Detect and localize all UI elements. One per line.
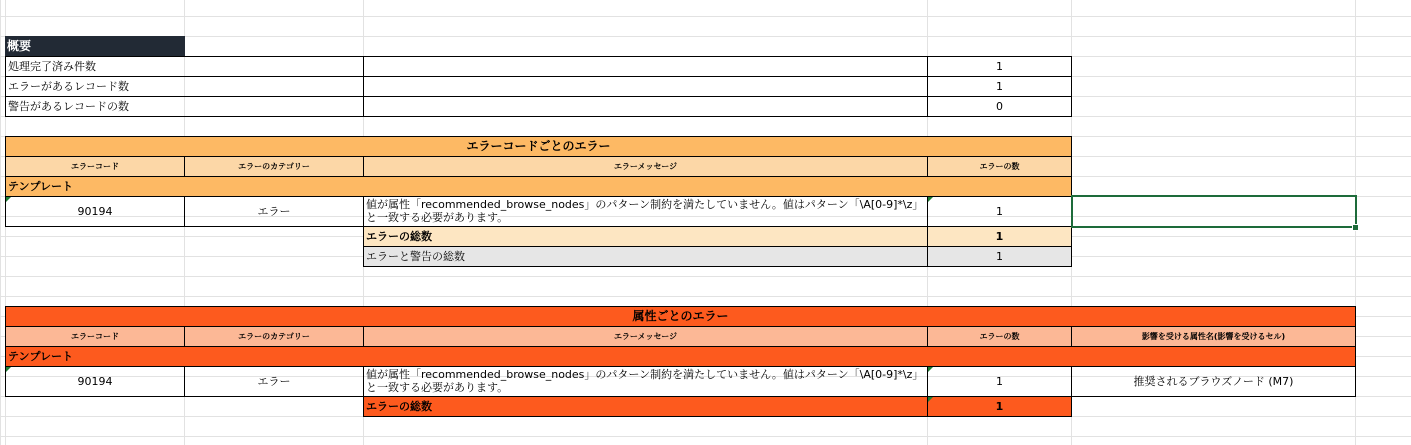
section2-row-code[interactable]: 90194 bbox=[5, 366, 185, 397]
summary-empty-cell[interactable] bbox=[363, 76, 928, 97]
section2-total-label[interactable]: エラーの総数 bbox=[363, 396, 928, 417]
section1-header-message[interactable]: エラーメッセージ bbox=[363, 156, 928, 177]
section2-title[interactable]: 属性ごとのエラー bbox=[5, 306, 1356, 327]
section1-row-code[interactable]: 90194 bbox=[5, 196, 185, 227]
section1-grand-label[interactable]: エラーと警告の総数 bbox=[363, 246, 928, 267]
section2-row-category[interactable]: エラー bbox=[184, 366, 364, 397]
section2-group-template[interactable]: テンプレート bbox=[5, 346, 1356, 367]
summary-value-warnings[interactable]: 0 bbox=[927, 96, 1072, 117]
summary-value-errors[interactable]: 1 bbox=[927, 76, 1072, 97]
section1-row-message[interactable]: 値が属性「recommended_browse_nodes」のパターン制約を満たしていません。値はパターン「\A[0-9]*\z」と一致する必要があります。 bbox=[363, 196, 928, 227]
section2-header-message[interactable]: エラーメッセージ bbox=[363, 326, 928, 347]
section1-header-category[interactable]: エラーのカテゴリー bbox=[184, 156, 364, 177]
section2-header-count[interactable]: エラーの数 bbox=[927, 326, 1072, 347]
section1-total-label[interactable]: エラーの総数 bbox=[363, 226, 928, 247]
selected-cell-outline[interactable] bbox=[1071, 195, 1357, 228]
summary-label-errors[interactable]: エラーがあるレコード数 bbox=[5, 76, 364, 97]
section1-group-template[interactable]: テンプレート bbox=[5, 176, 1072, 197]
section2-row-count[interactable]: 1 bbox=[927, 366, 1072, 397]
fill-handle[interactable] bbox=[1352, 224, 1359, 231]
section2-header-category[interactable]: エラーのカテゴリー bbox=[184, 326, 364, 347]
section1-title[interactable]: エラーコードごとのエラー bbox=[5, 136, 1072, 157]
summary-label-warnings[interactable]: 警告があるレコードの数 bbox=[5, 96, 364, 117]
section1-header-code[interactable]: エラーコード bbox=[5, 156, 185, 177]
section2-row-attribute[interactable]: 推奨されるブラウズノード (M7) bbox=[1071, 366, 1356, 397]
section1-grand-value[interactable]: 1 bbox=[927, 246, 1072, 267]
summary-title[interactable]: 概要 bbox=[5, 36, 185, 56]
section2-header-attribute[interactable]: 影響を受ける属性名(影響を受けるセル) bbox=[1071, 326, 1356, 347]
section2-row-message[interactable]: 値が属性「recommended_browse_nodes」のパターン制約を満たしていません。値はパターン「\A[0-9]*\z」と一致する必要があります。 bbox=[363, 366, 928, 397]
summary-value-processed[interactable]: 1 bbox=[927, 56, 1072, 77]
summary-label-processed[interactable]: 処理完了済み件数 bbox=[5, 56, 364, 77]
section1-total-value[interactable]: 1 bbox=[927, 226, 1072, 247]
section1-row-category[interactable]: エラー bbox=[184, 196, 364, 227]
section2-header-code[interactable]: エラーコード bbox=[5, 326, 185, 347]
section2-total-value[interactable]: 1 bbox=[927, 396, 1072, 417]
section1-header-count[interactable]: エラーの数 bbox=[927, 156, 1072, 177]
summary-empty-cell[interactable] bbox=[363, 56, 928, 77]
section1-row-count[interactable]: 1 bbox=[927, 196, 1072, 227]
summary-empty-cell[interactable] bbox=[363, 96, 928, 117]
